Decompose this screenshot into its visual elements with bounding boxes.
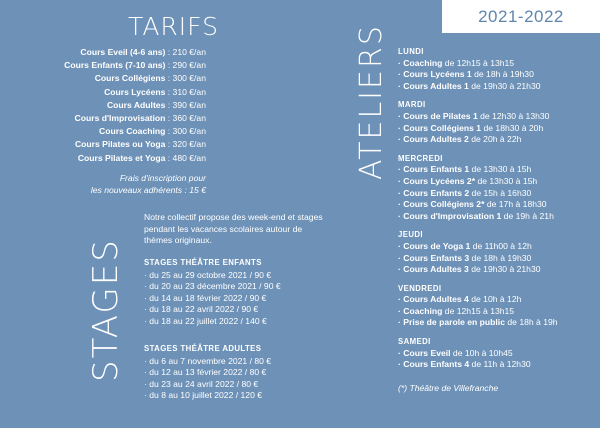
- day-block: [398, 283, 598, 329]
- course-name: · Cours Adultes 4: [398, 294, 469, 305]
- day-name: SAMEDI: [398, 337, 431, 347]
- tarif-row: [64, 86, 206, 99]
- tarif-price: : 360 €/an: [165, 113, 206, 124]
- tarif-price: : 390 €/an: [165, 99, 206, 110]
- stage-adultes-item: · du 8 au 10 juillet 2022 / 120 €: [144, 390, 263, 401]
- course-time: de 19h30 à 21h30: [468, 80, 541, 91]
- course-name: · Cours Adultes 3: [398, 264, 469, 275]
- course-time: de 18h à 19h: [504, 317, 558, 328]
- tarifs-list: [64, 46, 206, 165]
- year-tab: 2021-2022: [442, 0, 600, 33]
- course-line: [398, 111, 598, 123]
- course-line: [398, 241, 598, 253]
- course-time: de 18h30 à 20h: [481, 122, 544, 133]
- course-time: de 12h30 à 13h30: [477, 110, 550, 121]
- stages-enfants-heading: STAGES THÉÂTRE ENFANTS: [144, 258, 262, 267]
- stages-enfants: [144, 257, 334, 328]
- course-name: · Cours Lycéens 2*: [398, 175, 476, 186]
- course-time: de 19h à 21h: [501, 210, 554, 221]
- course-line: [398, 359, 598, 371]
- course-line: [398, 176, 598, 188]
- course-line: [398, 188, 598, 200]
- course-time: de 11h à 12h30: [469, 359, 531, 370]
- tarif-name: Cours Collégiens: [94, 73, 166, 84]
- day-name: MARDI: [398, 100, 426, 110]
- course-time: de 10h à 10h45: [450, 347, 513, 358]
- tarif-name: Cours Enfants (7-10 ans): [64, 60, 166, 71]
- course-line: [398, 199, 598, 211]
- tarif-name: Cours Coaching: [99, 126, 166, 137]
- course-name: · Cours de Yoga 1: [398, 240, 471, 251]
- tarif-price: : 290 €/an: [165, 60, 206, 71]
- course-line: [398, 348, 598, 360]
- course-name: · Cours Adultes 1: [398, 80, 469, 91]
- course-line: [398, 306, 598, 318]
- course-name: · Cours de Pilates 1: [398, 110, 478, 121]
- tarif-price: : 300 €/an: [165, 73, 206, 84]
- tarif-row: [64, 59, 206, 72]
- stage-adultes-item: · du 12 au 13 février 2022 / 80 €: [144, 367, 267, 378]
- stages-intro: Notre collectif propose des week-end et stages pendant les vacances scolaires autour de thèmes originaux.: [144, 212, 323, 245]
- inscription-note-line: les nouveaux adhérents : 15 €: [90, 185, 206, 195]
- tarif-row: [64, 46, 206, 59]
- day-name: VENDREDI: [398, 283, 442, 293]
- tarif-name: Cours Eveil (4-6 ans): [80, 47, 166, 57]
- tarifs-title: TARIFS: [128, 12, 219, 41]
- course-time: de 19h30 à 21h30: [468, 264, 541, 275]
- stages-adultes-heading: STAGES THÉÂTRE ADULTES: [144, 344, 262, 353]
- stage-enfants-item: · du 14 au 18 février 2022 / 90 €: [144, 292, 267, 303]
- tarif-row: [64, 125, 206, 138]
- course-time: de 13h30 à 15h: [469, 164, 532, 175]
- course-name: · Cours Enfants 2: [398, 187, 470, 198]
- course-line: [398, 69, 598, 81]
- day-block: [398, 46, 598, 92]
- course-time: de 10h à 12h: [468, 294, 522, 305]
- stage-enfants-item: · du 25 au 29 octobre 2021 / 90 €: [144, 269, 272, 280]
- day-block: [398, 153, 598, 223]
- day-block: [398, 229, 598, 275]
- course-line: [398, 253, 598, 265]
- course-time: de 18h à 19h30: [471, 69, 534, 80]
- stage-adultes-item: · du 23 au 24 avril 2022 / 80 €: [144, 378, 259, 389]
- day-name: MERCREDI: [398, 153, 443, 163]
- ateliers-schedule: [398, 46, 598, 394]
- tarif-name: Cours Lycéens: [104, 86, 166, 97]
- tarif-name: Cours Pilates ou Yoga: [74, 139, 166, 150]
- tarif-price: : 310 €/an: [165, 86, 206, 97]
- tarif-name: Cours d'Improvisation: [74, 113, 166, 124]
- stages-enfants-list: [144, 270, 334, 328]
- course-name: · Cours Enfants 1: [398, 164, 470, 175]
- course-line: [398, 211, 598, 223]
- course-line: [398, 264, 598, 276]
- inscription-note: [91, 172, 206, 196]
- tarif-row: [64, 138, 206, 151]
- tarif-price: : 300 €/an: [165, 126, 206, 137]
- footnote: (*) Théâtre de Villefranche: [398, 382, 499, 393]
- course-name: · Cours Enfants 4: [398, 359, 470, 370]
- course-name: · Prise de parole en public: [398, 317, 505, 328]
- course-name: · Coaching: [398, 305, 443, 316]
- course-name: · Cours Adultes 2: [398, 134, 469, 145]
- stages-adultes-list: [144, 356, 334, 402]
- course-line: [398, 134, 598, 146]
- stage-enfants-item: · du 18 au 22 avril 2022 / 90 €: [144, 304, 259, 315]
- tarif-row: [64, 72, 206, 85]
- course-name: · Cours Collégiens 2*: [398, 199, 485, 210]
- days-list: [398, 46, 598, 371]
- course-time: de 12h15 à 13h15: [442, 57, 515, 68]
- stage-enfants-item: · du 18 au 22 juillet 2022 / 140 €: [144, 315, 267, 326]
- tarif-price: : 210 €/an: [165, 47, 206, 57]
- tarif-row: [64, 112, 206, 125]
- course-time: de 13h30 à 15h: [475, 175, 538, 186]
- inscription-note-line: Frais d'inscription pour: [119, 173, 206, 183]
- ateliers-vertical-title: ATELIERS: [354, 24, 389, 180]
- course-name: · Cours d'Improvisation 1: [398, 210, 502, 221]
- course-line: [398, 317, 598, 329]
- day-name: LUNDI: [398, 47, 424, 56]
- stage-enfants-item: · du 20 au 23 décembre 2021 / 90 €: [144, 281, 281, 292]
- stages-vertical-title: STAGES: [86, 238, 126, 382]
- course-line: [398, 58, 598, 70]
- day-block: [398, 99, 598, 145]
- tarif-row: [64, 152, 206, 165]
- stage-adultes-item: · du 6 au 7 novembre 2021 / 80 €: [144, 355, 272, 366]
- course-name: · Cours Lycéens 1: [398, 69, 472, 80]
- course-line: [398, 81, 598, 93]
- course-line: [398, 294, 598, 306]
- course-time: de 18h à 19h30: [469, 252, 532, 263]
- tarif-price: : 480 €/an: [165, 152, 206, 163]
- day-block: [398, 336, 598, 371]
- day-name: JEUDI: [398, 230, 423, 240]
- stages-adultes: [144, 343, 334, 402]
- course-line: [398, 164, 598, 176]
- course-time: de 20h à 22h: [468, 134, 522, 145]
- course-line: [398, 123, 598, 135]
- course-name: · Cours Enfants 3: [398, 252, 470, 263]
- course-time: de 15h à 16h30: [469, 187, 532, 198]
- course-time: de 11h00 à 12h: [470, 240, 532, 251]
- tarif-price: : 320 €/an: [165, 139, 206, 150]
- course-time: de 17h à 18h30: [484, 199, 547, 210]
- course-name: · Cours Eveil: [398, 347, 451, 358]
- tarif-name: Cours Adultes: [106, 99, 166, 110]
- course-name: · Coaching: [398, 57, 443, 68]
- course-time: de 12h15 à 13h15: [442, 305, 515, 316]
- tarif-name: Cours Pilates et Yoga: [77, 152, 166, 163]
- course-name: · Cours Collégiens 1: [398, 122, 482, 133]
- tarif-row: [64, 99, 206, 112]
